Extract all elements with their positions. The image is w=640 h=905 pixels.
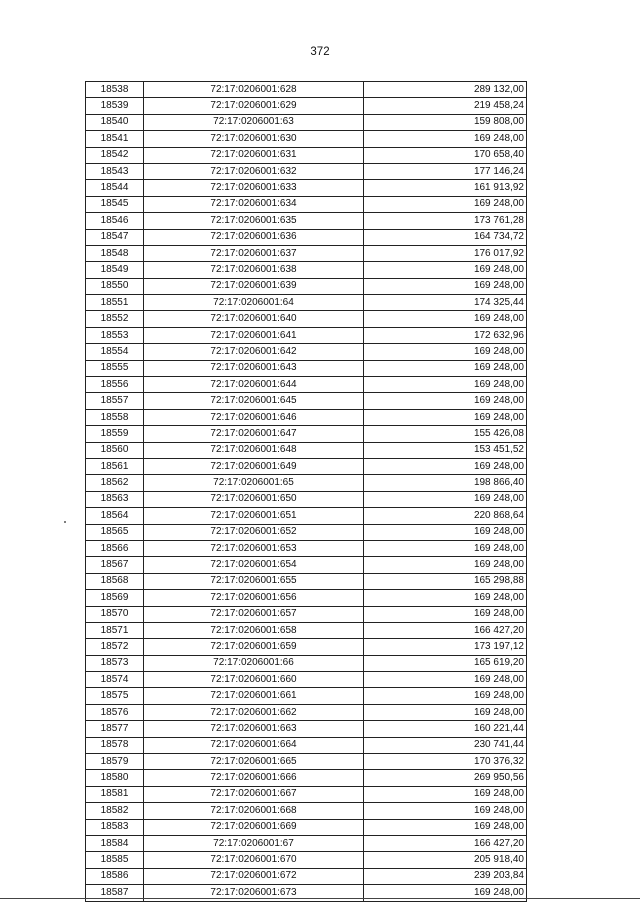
- record-number-cell: 18549: [86, 262, 144, 278]
- value-cell: 205 918,40: [364, 852, 527, 868]
- cadastral-number-cell: 72:17:0206001:638: [144, 262, 364, 278]
- record-number-cell: 18540: [86, 114, 144, 130]
- record-number-cell: 18576: [86, 704, 144, 720]
- record-number-cell: 18568: [86, 573, 144, 589]
- value-cell: 169 248,00: [364, 458, 527, 474]
- table-row: [86, 147, 527, 163]
- table-row: [86, 278, 527, 294]
- cadastral-number-cell: 72:17:0206001:667: [144, 786, 364, 802]
- record-number-cell: 18577: [86, 721, 144, 737]
- cadastral-number-cell: 72:17:0206001:643: [144, 360, 364, 376]
- value-cell: 170 658,40: [364, 147, 527, 163]
- table-row: [86, 721, 527, 737]
- value-cell: 169 248,00: [364, 409, 527, 425]
- value-cell: 160 221,44: [364, 721, 527, 737]
- table-row: [86, 327, 527, 343]
- value-cell: 155 426,08: [364, 426, 527, 442]
- record-number-cell: 18581: [86, 786, 144, 802]
- record-number-cell: 18539: [86, 98, 144, 114]
- cadastral-number-cell: 72:17:0206001:629: [144, 98, 364, 114]
- table-row: [86, 819, 527, 835]
- record-number-cell: 18571: [86, 622, 144, 638]
- table-row: [86, 262, 527, 278]
- table-row: [86, 491, 527, 507]
- table-row: [86, 409, 527, 425]
- table-row: [86, 458, 527, 474]
- table-row: [86, 393, 527, 409]
- value-cell: 174 325,44: [364, 295, 527, 311]
- value-cell: 169 248,00: [364, 344, 527, 360]
- table-row: [86, 508, 527, 524]
- cadastral-number-cell: 72:17:0206001:650: [144, 491, 364, 507]
- value-cell: 169 248,00: [364, 803, 527, 819]
- cadastral-number-cell: 72:17:0206001:664: [144, 737, 364, 753]
- cadastral-number-cell: 72:17:0206001:665: [144, 754, 364, 770]
- cadastral-number-cell: 72:17:0206001:630: [144, 131, 364, 147]
- table-row: [86, 540, 527, 556]
- record-number-cell: 18575: [86, 688, 144, 704]
- table-row: [86, 606, 527, 622]
- table-row: [86, 573, 527, 589]
- table-row: [86, 196, 527, 212]
- cadastral-number-cell: 72:17:0206001:656: [144, 590, 364, 606]
- cadastral-number-cell: 72:17:0206001:67: [144, 835, 364, 851]
- table-row: [86, 639, 527, 655]
- record-number-cell: 18579: [86, 754, 144, 770]
- value-cell: 289 132,00: [364, 82, 527, 98]
- record-number-cell: 18587: [86, 885, 144, 901]
- value-cell: 169 248,00: [364, 672, 527, 688]
- value-cell: 169 248,00: [364, 196, 527, 212]
- value-cell: 169 248,00: [364, 704, 527, 720]
- record-number-cell: 18563: [86, 491, 144, 507]
- table-row: [86, 426, 527, 442]
- cadastral-number-cell: 72:17:0206001:654: [144, 557, 364, 573]
- record-number-cell: 18551: [86, 295, 144, 311]
- value-cell: 166 427,20: [364, 622, 527, 638]
- value-cell: 169 248,00: [364, 360, 527, 376]
- cadastral-number-cell: 72:17:0206001:66: [144, 655, 364, 671]
- cadastral-number-cell: 72:17:0206001:657: [144, 606, 364, 622]
- record-number-cell: 18567: [86, 557, 144, 573]
- record-number-cell: 18556: [86, 377, 144, 393]
- value-cell: 169 248,00: [364, 557, 527, 573]
- cadastral-number-cell: 72:17:0206001:673: [144, 885, 364, 901]
- table-row: [86, 114, 527, 130]
- table-row: [86, 786, 527, 802]
- cadastral-number-cell: 72:17:0206001:642: [144, 344, 364, 360]
- cadastral-number-cell: 72:17:0206001:659: [144, 639, 364, 655]
- cadastral-number-cell: 72:17:0206001:661: [144, 688, 364, 704]
- record-number-cell: 18560: [86, 442, 144, 458]
- table-row: [86, 180, 527, 196]
- record-number-cell: 18543: [86, 163, 144, 179]
- table-row: [86, 377, 527, 393]
- cadastral-number-cell: 72:17:0206001:637: [144, 245, 364, 261]
- registry-table: [85, 81, 527, 902]
- record-number-cell: 18574: [86, 672, 144, 688]
- value-cell: 176 017,92: [364, 245, 527, 261]
- cadastral-number-cell: 72:17:0206001:653: [144, 540, 364, 556]
- record-number-cell: 18562: [86, 475, 144, 491]
- record-number-cell: 18586: [86, 868, 144, 884]
- table-row: [86, 704, 527, 720]
- table-row: [86, 770, 527, 786]
- cadastral-number-cell: 72:17:0206001:666: [144, 770, 364, 786]
- record-number-cell: 18570: [86, 606, 144, 622]
- cadastral-number-cell: 72:17:0206001:633: [144, 180, 364, 196]
- value-cell: 169 248,00: [364, 278, 527, 294]
- table-row: [86, 754, 527, 770]
- value-cell: 169 248,00: [364, 540, 527, 556]
- value-cell: 169 248,00: [364, 131, 527, 147]
- record-number-cell: 18582: [86, 803, 144, 819]
- cadastral-number-cell: 72:17:0206001:641: [144, 327, 364, 343]
- cadastral-number-cell: 72:17:0206001:645: [144, 393, 364, 409]
- value-cell: 169 248,00: [364, 377, 527, 393]
- value-cell: 220 868,64: [364, 508, 527, 524]
- record-number-cell: 18558: [86, 409, 144, 425]
- page-number: 372: [310, 46, 330, 58]
- cadastral-number-cell: 72:17:0206001:64: [144, 295, 364, 311]
- value-cell: 169 248,00: [364, 524, 527, 540]
- value-cell: 165 619,20: [364, 655, 527, 671]
- table-row: [86, 360, 527, 376]
- value-cell: 164 734,72: [364, 229, 527, 245]
- table-row: [86, 163, 527, 179]
- cadastral-number-cell: 72:17:0206001:663: [144, 721, 364, 737]
- table-row: [86, 295, 527, 311]
- table-row: [86, 98, 527, 114]
- table-row: [86, 344, 527, 360]
- value-cell: 172 632,96: [364, 327, 527, 343]
- table-row: [86, 672, 527, 688]
- record-number-cell: 18564: [86, 508, 144, 524]
- record-number-cell: 18550: [86, 278, 144, 294]
- record-number-cell: 18553: [86, 327, 144, 343]
- cadastral-number-cell: 72:17:0206001:668: [144, 803, 364, 819]
- cadastral-number-cell: 72:17:0206001:636: [144, 229, 364, 245]
- value-cell: 173 761,28: [364, 213, 527, 229]
- value-cell: 169 248,00: [364, 885, 527, 901]
- table-row: [86, 688, 527, 704]
- table-row: [86, 737, 527, 753]
- table-row: [86, 245, 527, 261]
- record-number-cell: 18552: [86, 311, 144, 327]
- value-cell: 177 146,24: [364, 163, 527, 179]
- record-number-cell: 18566: [86, 540, 144, 556]
- value-cell: 169 248,00: [364, 491, 527, 507]
- record-number-cell: 18569: [86, 590, 144, 606]
- record-number-cell: 18541: [86, 131, 144, 147]
- cadastral-number-cell: 72:17:0206001:634: [144, 196, 364, 212]
- record-number-cell: 18578: [86, 737, 144, 753]
- value-cell: 169 248,00: [364, 819, 527, 835]
- value-cell: 169 248,00: [364, 311, 527, 327]
- table-row: [86, 835, 527, 851]
- table-row: [86, 311, 527, 327]
- cadastral-number-cell: 72:17:0206001:644: [144, 377, 364, 393]
- cadastral-number-cell: 72:17:0206001:631: [144, 147, 364, 163]
- value-cell: 159 808,00: [364, 114, 527, 130]
- record-number-cell: 18583: [86, 819, 144, 835]
- value-cell: 169 248,00: [364, 393, 527, 409]
- cadastral-number-cell: 72:17:0206001:648: [144, 442, 364, 458]
- cadastral-number-cell: 72:17:0206001:628: [144, 82, 364, 98]
- cadastral-number-cell: 72:17:0206001:640: [144, 311, 364, 327]
- value-cell: 269 950,56: [364, 770, 527, 786]
- table-row: [86, 475, 527, 491]
- cadastral-number-cell: 72:17:0206001:652: [144, 524, 364, 540]
- record-number-cell: 18545: [86, 196, 144, 212]
- cadastral-number-cell: 72:17:0206001:639: [144, 278, 364, 294]
- cadastral-number-cell: 72:17:0206001:660: [144, 672, 364, 688]
- value-cell: 161 913,92: [364, 180, 527, 196]
- margin-dot: [64, 521, 66, 523]
- record-number-cell: 18557: [86, 393, 144, 409]
- record-number-cell: 18548: [86, 245, 144, 261]
- record-number-cell: 18554: [86, 344, 144, 360]
- table-row: [86, 442, 527, 458]
- table-row: [86, 131, 527, 147]
- cadastral-number-cell: 72:17:0206001:649: [144, 458, 364, 474]
- cadastral-number-cell: 72:17:0206001:669: [144, 819, 364, 835]
- value-cell: 166 427,20: [364, 835, 527, 851]
- value-cell: 153 451,52: [364, 442, 527, 458]
- record-number-cell: 18565: [86, 524, 144, 540]
- cadastral-number-cell: 72:17:0206001:670: [144, 852, 364, 868]
- cadastral-number-cell: 72:17:0206001:65: [144, 475, 364, 491]
- table-row: [86, 852, 527, 868]
- value-cell: 169 248,00: [364, 688, 527, 704]
- cadastral-number-cell: 72:17:0206001:662: [144, 704, 364, 720]
- cadastral-number-cell: 72:17:0206001:646: [144, 409, 364, 425]
- record-number-cell: 18572: [86, 639, 144, 655]
- record-number-cell: 18538: [86, 82, 144, 98]
- cadastral-number-cell: 72:17:0206001:658: [144, 622, 364, 638]
- cadastral-number-cell: 72:17:0206001:635: [144, 213, 364, 229]
- table-row: [86, 82, 527, 98]
- table-row: [86, 229, 527, 245]
- value-cell: 169 248,00: [364, 786, 527, 802]
- table-row: [86, 524, 527, 540]
- table-row: [86, 803, 527, 819]
- value-cell: 230 741,44: [364, 737, 527, 753]
- record-number-cell: 18559: [86, 426, 144, 442]
- record-number-cell: 18585: [86, 852, 144, 868]
- cadastral-number-cell: 72:17:0206001:632: [144, 163, 364, 179]
- cadastral-number-cell: 72:17:0206001:651: [144, 508, 364, 524]
- page-bottom-rule: [0, 898, 640, 899]
- table-row: [86, 655, 527, 671]
- value-cell: 169 248,00: [364, 262, 527, 278]
- value-cell: 198 866,40: [364, 475, 527, 491]
- value-cell: 173 197,12: [364, 639, 527, 655]
- table-row: [86, 868, 527, 884]
- record-number-cell: 18580: [86, 770, 144, 786]
- value-cell: 165 298,88: [364, 573, 527, 589]
- cadastral-number-cell: 72:17:0206001:63: [144, 114, 364, 130]
- value-cell: 169 248,00: [364, 590, 527, 606]
- value-cell: 169 248,00: [364, 606, 527, 622]
- cadastral-number-cell: 72:17:0206001:655: [144, 573, 364, 589]
- table-row: [86, 590, 527, 606]
- cadastral-number-cell: 72:17:0206001:672: [144, 868, 364, 884]
- value-cell: 219 458,24: [364, 98, 527, 114]
- table-row: [86, 557, 527, 573]
- record-number-cell: 18546: [86, 213, 144, 229]
- table-row: [86, 622, 527, 638]
- registry-table-body: [86, 82, 527, 902]
- record-number-cell: 18547: [86, 229, 144, 245]
- record-number-cell: 18573: [86, 655, 144, 671]
- table-row: [86, 213, 527, 229]
- record-number-cell: 18542: [86, 147, 144, 163]
- record-number-cell: 18561: [86, 458, 144, 474]
- value-cell: 170 376,32: [364, 754, 527, 770]
- value-cell: 239 203,84: [364, 868, 527, 884]
- record-number-cell: 18555: [86, 360, 144, 376]
- cadastral-number-cell: 72:17:0206001:647: [144, 426, 364, 442]
- record-number-cell: 18584: [86, 835, 144, 851]
- record-number-cell: 18544: [86, 180, 144, 196]
